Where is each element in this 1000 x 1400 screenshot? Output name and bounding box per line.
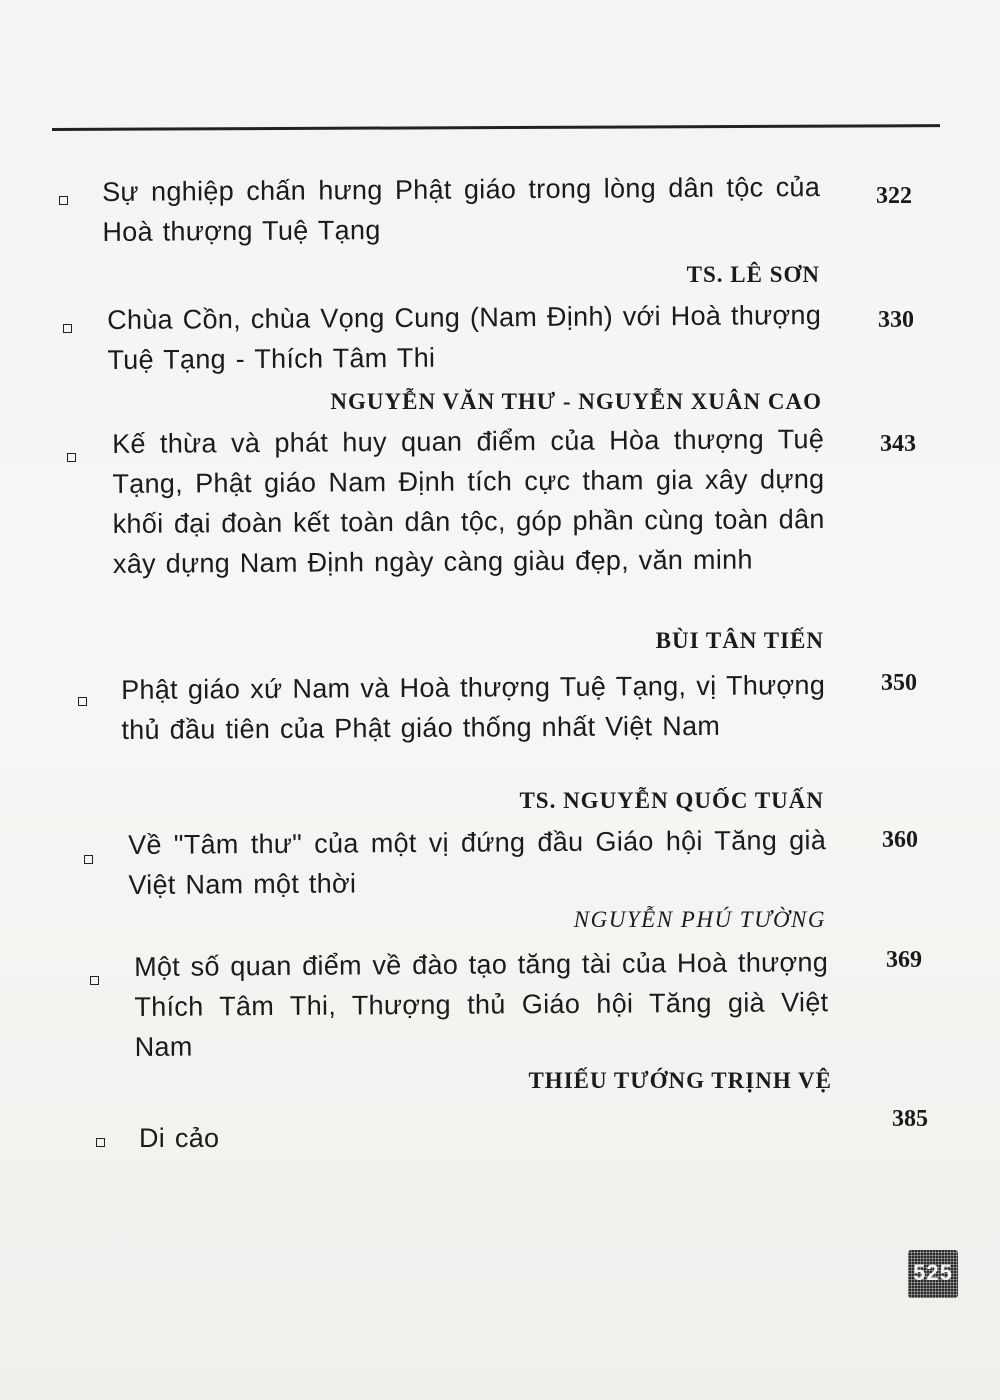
toc-entry-author: NGUYỄN VĂN THƯ - NGUYỄN XUÂN CAO (330, 389, 822, 414)
toc-entry-title: Chùa Cồn, chùa Vọng Cung (Nam Định) với Hoà thượng Tuệ Tạng - Thích Tâm Thi (107, 300, 822, 375)
toc-entry-author: BÙI TÂN TIẾN (655, 628, 824, 653)
toc-entry-page-number: 322 (876, 183, 912, 209)
toc-entry-title: Kế thừa và phát huy quan điểm của Hòa thượng Tuệ Tạng, Phật giáo Nam Định tích cực tham gia xây dựng khối đại đoàn kết toàn dân tộc, góp phần cùng toàn dân xây dựng Nam Định ngày càng giàu đẹp, văn minh (112, 424, 825, 579)
header-rule (52, 124, 940, 131)
toc-entry-author: THIẾU TƯỚNG TRỊNH VỆ (528, 1068, 832, 1093)
page-number-badge (908, 1250, 958, 1298)
checkbox-bullet-icon (63, 324, 72, 333)
checkbox-bullet-icon (84, 855, 93, 864)
toc-entry-title: Một số quan điểm về đào tạo tăng tài của Hoà thượng Thích Tâm Thi, Thượng thủ Giáo hội Tăng già Việt Nam (134, 947, 829, 1062)
toc-entry-page-number: 369 (886, 947, 922, 973)
checkbox-bullet-icon (90, 976, 99, 985)
toc-entry-page-number: 330 (878, 307, 914, 333)
toc-entry-page-number: 385 (892, 1106, 928, 1132)
toc-entry-page-number: 360 (882, 827, 918, 853)
toc-entry-page-number: 350 (881, 670, 917, 696)
toc-entry-author: NGUYỄN PHÚ TƯỜNG (573, 907, 826, 932)
checkbox-bullet-icon (96, 1138, 105, 1147)
toc-entry-title: Di cảo (139, 1123, 220, 1153)
toc-entry-page-number: 343 (880, 431, 916, 457)
page-number: 525 (913, 1260, 953, 1285)
toc-entry-author: TS. LÊ SƠN (686, 262, 820, 287)
checkbox-bullet-icon (67, 453, 76, 462)
checkbox-bullet-icon (59, 196, 68, 205)
toc-entry-author: TS. NGUYỄN QUỐC TUẤN (519, 788, 824, 813)
checkbox-bullet-icon (78, 697, 87, 706)
toc-entry-title: Về "Tâm thư" của một vị đứng đầu Giáo hội Tăng già Việt Nam một thời (128, 825, 827, 900)
toc-entry-title: Sự nghiệp chấn hưng Phật giáo trong lòng dân tộc của Hoà thượng Tuệ Tạng (102, 171, 821, 247)
toc-entry-title: Phật giáo xứ Nam và Hoà thượng Tuệ Tạng, vị Thượng thủ đầu tiên của Phật giáo thống nhất Việt Nam (121, 670, 826, 745)
